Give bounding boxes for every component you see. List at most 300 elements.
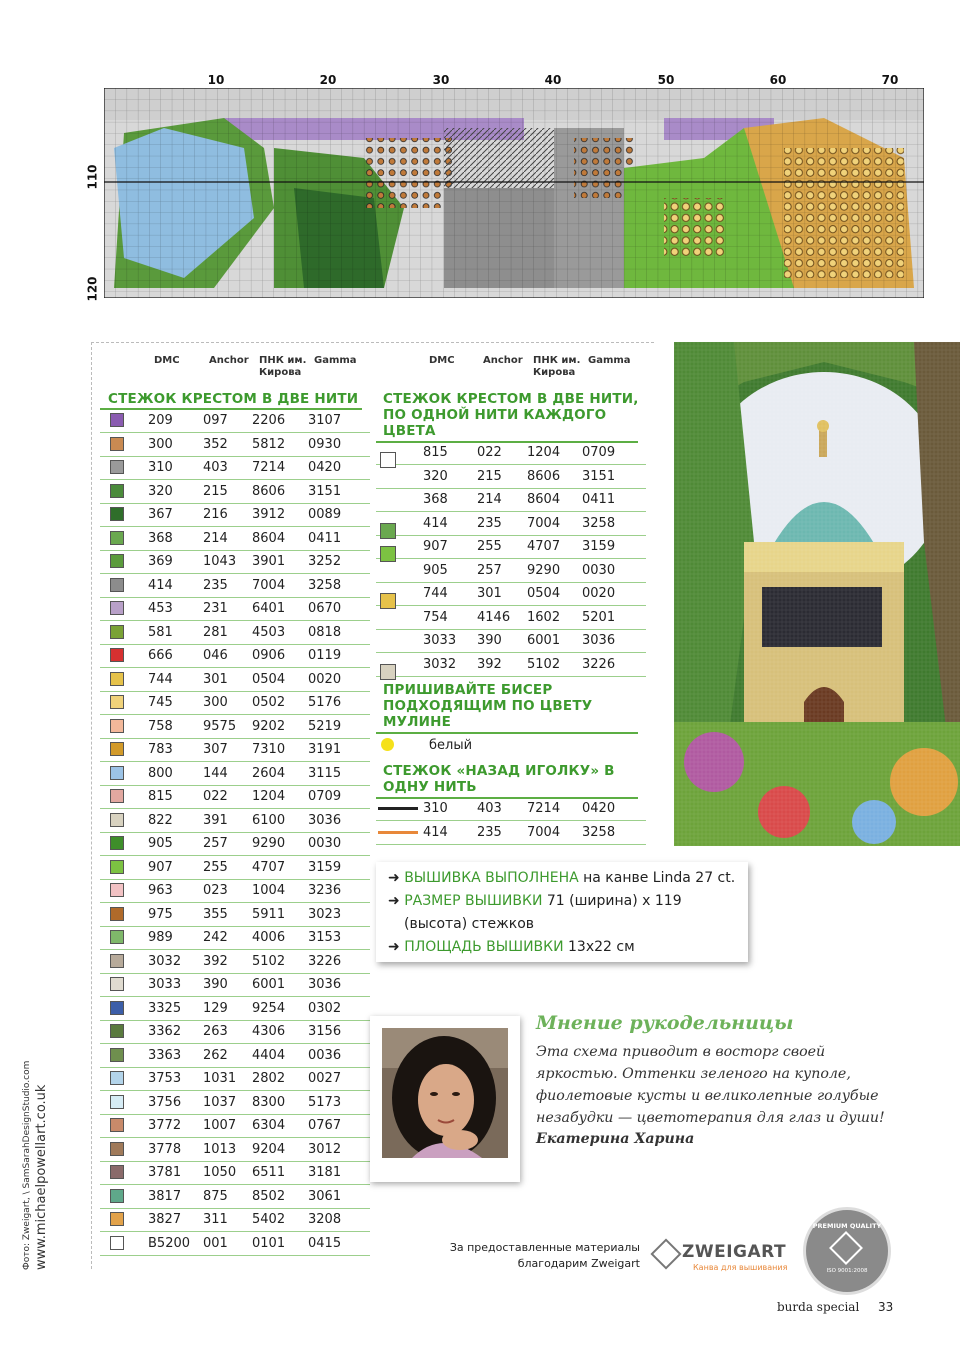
cell-pnk: 7004 (527, 824, 561, 840)
section-title-blended: ПО ОДНОЙ НИТИ КАЖДОГО (383, 407, 607, 423)
cell-pnk: 8606 (527, 468, 561, 484)
legend-row (100, 1208, 370, 1232)
cell-anchor: 875 (203, 1188, 228, 1204)
color-swatch-icon (110, 1118, 124, 1132)
cell-dmc: 369 (148, 554, 173, 569)
cell-dmc: 907 (423, 539, 448, 554)
cell-anchor: 1031 (203, 1071, 237, 1086)
cell-pnk: 8604 (252, 530, 286, 546)
legend-row (100, 1138, 370, 1162)
cell-anchor: 311 (203, 1212, 228, 1227)
cell-dmc: 3032 (423, 656, 457, 672)
legend-row (100, 997, 370, 1021)
legend-row (100, 926, 370, 950)
cell-dmc: 414 (423, 515, 448, 531)
opinion-author: Екатерина Харина (536, 1131, 695, 1147)
cell-pnk: 0502 (252, 695, 286, 710)
cell-gamma: 3107 (308, 413, 342, 428)
website-link[interactable]: www.michaelpowellart.co.uk (34, 1084, 49, 1270)
color-swatch-icon (110, 531, 124, 545)
cell-anchor: 235 (477, 515, 502, 531)
color-swatch-icon (110, 977, 124, 991)
cell-pnk: 6001 (252, 977, 286, 992)
cell-dmc: 3817 (148, 1188, 182, 1204)
cell-gamma: 3151 (308, 483, 342, 499)
color-swatch-icon (110, 625, 124, 639)
legend-row (376, 797, 646, 821)
cell-pnk: 9204 (252, 1141, 286, 1157)
cell-anchor: 1007 (203, 1118, 237, 1133)
reviewer-portrait (382, 1028, 508, 1158)
cell-anchor: 1050 (203, 1165, 237, 1180)
cell-gamma: 0030 (582, 562, 616, 578)
cell-gamma: 5176 (308, 695, 342, 710)
header-anchor: Anchor (483, 355, 523, 366)
cell-dmc: 800 (148, 765, 173, 781)
cell-anchor: 352 (203, 436, 228, 452)
legend-row (100, 879, 370, 903)
cell-anchor: 257 (203, 836, 228, 851)
header-pnk: ПНК им. (259, 355, 307, 366)
cell-anchor: 001 (203, 1235, 228, 1251)
legend-row (100, 1161, 370, 1185)
color-swatch-icon (110, 719, 124, 733)
col-number: 30 (432, 73, 450, 87)
cell-dmc: 758 (148, 718, 173, 734)
cell-dmc: 3778 (148, 1141, 182, 1157)
cell-gamma: 0411 (308, 530, 342, 546)
cell-gamma: 3181 (308, 1165, 342, 1180)
bead-color-label: белый (429, 738, 473, 753)
cell-pnk: 8606 (252, 483, 286, 499)
cell-anchor: 022 (203, 789, 228, 804)
legend-row (100, 856, 370, 880)
legend-row (100, 809, 370, 833)
cell-anchor: 242 (203, 930, 228, 945)
cell-anchor: 257 (477, 562, 502, 578)
header-dmc: DMC (429, 355, 455, 366)
cell-gamma: 3252 (308, 554, 342, 569)
cell-dmc: 3753 (148, 1071, 182, 1086)
color-swatch-icon (110, 413, 124, 427)
cell-anchor: 390 (477, 633, 502, 648)
cell-pnk: 2802 (252, 1071, 286, 1086)
header-gamma: Gamma (314, 355, 357, 366)
cell-pnk: 3901 (252, 554, 286, 569)
cell-dmc: 368 (148, 530, 173, 546)
cell-anchor: 255 (477, 539, 502, 554)
legend-row (100, 1067, 370, 1091)
legend-row (100, 1020, 370, 1044)
cell-anchor: 301 (477, 586, 502, 601)
cell-gamma: 0420 (308, 460, 342, 475)
cell-gamma: 0030 (308, 836, 342, 851)
cell-dmc: 368 (423, 492, 448, 507)
opinion-text-line: фиолетовые кусты и великолепные голубые (536, 1088, 879, 1104)
seal-diamond-icon (829, 1231, 863, 1265)
opinion-text-line: Эта схема приводит в восторг своей (536, 1044, 826, 1060)
legend-row (100, 1114, 370, 1138)
cell-dmc: 3325 (148, 1000, 182, 1016)
legend-row (100, 738, 370, 762)
legend-row (376, 441, 646, 465)
cell-pnk: 1204 (527, 445, 561, 460)
legend-row (100, 903, 370, 927)
cell-anchor: 235 (203, 577, 228, 593)
cell-pnk: 9254 (252, 1000, 286, 1016)
legend-row (100, 480, 370, 504)
cell-gamma: 0767 (308, 1118, 342, 1133)
col-number: 10 (207, 73, 225, 87)
cell-pnk: 8502 (252, 1188, 286, 1204)
cell-dmc: 3032 (148, 953, 182, 969)
cell-dmc: 907 (148, 859, 173, 875)
cell-dmc: 3781 (148, 1165, 182, 1180)
cell-pnk: 6100 (252, 812, 286, 828)
cell-pnk: 5812 (252, 436, 286, 452)
legend-row (100, 574, 370, 598)
cell-pnk: 2206 (252, 413, 286, 428)
section-title-blended: ЦВЕТА (383, 423, 436, 439)
embroidery-photo (674, 342, 960, 846)
cell-dmc: 3756 (148, 1094, 182, 1110)
color-swatch-icon (110, 789, 124, 803)
legend-row (100, 621, 370, 645)
color-swatch-icon (110, 554, 124, 568)
cell-dmc: 320 (148, 483, 173, 499)
cell-pnk: 5102 (527, 656, 561, 672)
backstitch-line-icon (378, 807, 418, 810)
color-swatch-icon (110, 1001, 124, 1015)
cell-anchor: 355 (203, 906, 228, 922)
cell-gamma: 0411 (582, 492, 616, 507)
cell-dmc: 666 (148, 648, 173, 663)
legend-row (100, 950, 370, 974)
cell-pnk: 6511 (252, 1165, 286, 1180)
zweigart-subtitle: Канва для вышивания (693, 1263, 788, 1272)
header-pnk: ПНК им. (533, 355, 581, 366)
cell-pnk: 0906 (252, 648, 286, 663)
cell-anchor: 129 (203, 1000, 228, 1016)
cell-gamma: 0020 (582, 586, 616, 601)
cell-pnk: 1004 (252, 883, 286, 898)
color-swatch-icon (110, 1048, 124, 1062)
cell-gamma: 0930 (308, 436, 342, 452)
color-swatch-icon (110, 578, 124, 592)
cell-pnk: 8300 (252, 1094, 286, 1110)
color-swatch-icon (110, 460, 124, 474)
header-pnk-2: Кирова (259, 367, 302, 378)
legend-row (376, 488, 646, 512)
col-number: 60 (769, 73, 787, 87)
brand-name: burda special (777, 1300, 860, 1314)
color-swatch-icon (110, 1212, 124, 1226)
cell-pnk: 6001 (527, 633, 561, 648)
cell-dmc: 3033 (423, 633, 457, 648)
cell-pnk: 6304 (252, 1118, 286, 1133)
legend-row (100, 1185, 370, 1209)
cell-gamma: 3156 (308, 1024, 342, 1039)
legend-row (100, 409, 370, 433)
opinion-title: Мнение рукодельницы (536, 1012, 794, 1034)
color-swatch-icon (110, 695, 124, 709)
cell-anchor: 1037 (203, 1094, 237, 1110)
legend-row (100, 550, 370, 574)
cell-dmc: 744 (148, 671, 173, 687)
cell-anchor: 1043 (203, 554, 237, 569)
legend-row (100, 644, 370, 668)
cell-pnk: 4503 (252, 624, 286, 640)
cell-gamma: 3153 (308, 930, 342, 945)
color-swatch-icon (110, 742, 124, 756)
legend-row (376, 653, 646, 677)
color-swatch-icon (110, 836, 124, 850)
cell-dmc: 300 (148, 436, 173, 452)
cell-pnk: 4006 (252, 930, 286, 945)
cell-dmc: 453 (148, 601, 173, 616)
cell-gamma: 0036 (308, 1047, 342, 1063)
cell-gamma: 0020 (308, 671, 342, 687)
cell-anchor: 262 (203, 1047, 228, 1063)
legend-row (376, 559, 646, 583)
cell-anchor: 300 (203, 695, 228, 710)
cell-gamma: 0670 (308, 601, 342, 616)
bead-icon (381, 738, 394, 751)
cell-gamma: 0119 (308, 648, 342, 663)
cell-gamma: 3159 (582, 539, 616, 554)
cell-pnk: 0504 (252, 671, 286, 687)
cell-dmc: 414 (423, 824, 448, 840)
cell-pnk: 0101 (252, 1235, 286, 1251)
legend-row (376, 821, 646, 845)
cell-gamma: 3226 (308, 953, 342, 969)
legend-row (100, 785, 370, 809)
opinion-text-line: незабудки — цветотерапия для глаз и души! (536, 1110, 885, 1126)
legend-row (100, 527, 370, 551)
cell-anchor: 144 (203, 765, 228, 781)
section-title-beads: ПРИШИВАЙТЕ БИСЕР (383, 682, 553, 698)
cell-anchor: 9575 (203, 718, 237, 734)
cell-gamma: 3023 (308, 906, 342, 922)
cell-dmc: 963 (148, 883, 173, 898)
cell-pnk: 7004 (252, 577, 286, 593)
cell-pnk: 4306 (252, 1024, 286, 1039)
col-number: 50 (657, 73, 675, 87)
cell-dmc: 3827 (148, 1212, 182, 1227)
col-number: 40 (544, 73, 562, 87)
col-number: 20 (319, 73, 337, 87)
color-swatch-icon (110, 1071, 124, 1085)
legend-row (100, 503, 370, 527)
cell-anchor: 390 (203, 977, 228, 992)
cell-dmc: 310 (148, 460, 173, 475)
cell-pnk: 4707 (252, 859, 286, 875)
cell-dmc: 975 (148, 906, 173, 922)
premium-quality-seal (803, 1207, 891, 1295)
legend-row (100, 715, 370, 739)
cell-dmc: 815 (423, 445, 448, 460)
cell-pnk: 5911 (252, 906, 286, 922)
cell-dmc: 581 (148, 624, 173, 640)
embroidery-info-box (376, 862, 748, 962)
color-swatch-icon (110, 954, 124, 968)
cell-dmc: 744 (423, 586, 448, 601)
legend-row (100, 762, 370, 786)
cell-anchor: 022 (477, 445, 502, 460)
legend-row (100, 973, 370, 997)
cell-anchor: 392 (477, 656, 502, 672)
cell-gamma: 5201 (582, 609, 616, 625)
cell-dmc: 783 (148, 742, 173, 757)
legend-row (376, 606, 646, 630)
legend-row (376, 629, 646, 653)
cell-dmc: 745 (148, 695, 173, 710)
seal-text: PREMIUM QUALITY (812, 1222, 882, 1230)
cell-pnk: 3912 (252, 507, 286, 522)
color-swatch-icon (110, 601, 124, 615)
color-swatch-icon (110, 1024, 124, 1038)
cell-pnk: 7214 (527, 801, 561, 816)
reviewer-photo (370, 1016, 520, 1182)
cell-gamma: 0818 (308, 624, 342, 640)
cell-anchor: 097 (203, 413, 228, 428)
cell-gamma: 0027 (308, 1071, 342, 1086)
legend-row (100, 668, 370, 692)
cell-gamma: 0420 (582, 801, 616, 816)
color-swatch-icon (110, 507, 124, 521)
zweigart-logo-icon (650, 1238, 681, 1269)
cell-gamma: 3236 (308, 883, 342, 898)
cell-pnk: 4404 (252, 1047, 286, 1063)
cell-gamma: 3258 (582, 515, 616, 531)
page-number: 33 (878, 1300, 894, 1314)
thanks-text: благодарим Zweigart (517, 1257, 640, 1270)
cell-pnk: 4707 (527, 539, 561, 554)
cell-gamma: 3012 (308, 1141, 342, 1157)
cell-gamma: 5173 (308, 1094, 342, 1110)
legend-row (100, 1091, 370, 1115)
opinion-text-line: яркостью. Оттенки зеленого на куполе, (536, 1066, 851, 1082)
color-swatch-icon (110, 648, 124, 662)
cell-anchor: 235 (477, 824, 502, 840)
section-title-beads: ПОДХОДЯЩИМ ПО ЦВЕТУ (383, 698, 593, 714)
section-title-cross-stitch: СТЕЖОК КРЕСТОМ В ДВЕ НИТИ (108, 391, 359, 407)
cell-pnk: 7004 (527, 515, 561, 531)
cell-gamma: 3036 (308, 977, 342, 992)
legend-row (100, 691, 370, 715)
cell-dmc: 3772 (148, 1118, 182, 1133)
cell-pnk: 6401 (252, 601, 286, 616)
section-title-backstitch: ОДНУ НИТЬ (383, 779, 477, 795)
cell-pnk: 5102 (252, 953, 286, 969)
cell-anchor: 307 (203, 742, 228, 757)
section-title-backstitch: СТЕЖОК «НАЗАД ИГОЛКУ» В (383, 763, 615, 779)
cell-gamma: 0089 (308, 507, 342, 522)
cell-dmc: 3363 (148, 1047, 182, 1063)
legend-row (100, 1044, 370, 1068)
cell-anchor: 403 (203, 460, 228, 475)
color-swatch-icon (110, 907, 124, 921)
cell-dmc: 320 (423, 468, 448, 484)
legend-row (100, 456, 370, 480)
color-swatch-icon (110, 1095, 124, 1109)
cell-gamma: 3036 (308, 812, 342, 828)
cell-anchor: 391 (203, 812, 228, 828)
cell-dmc: B5200 (148, 1235, 191, 1251)
cell-gamma: 3208 (308, 1212, 342, 1227)
backstitch-line-icon (378, 831, 418, 834)
color-swatch-icon (110, 813, 124, 827)
cell-pnk: 1204 (252, 789, 286, 804)
legend-row (100, 832, 370, 856)
legend-row (376, 512, 646, 536)
cell-dmc: 754 (423, 609, 448, 625)
cell-anchor: 214 (477, 492, 502, 507)
cell-pnk: 7214 (252, 460, 286, 475)
cell-gamma: 0709 (308, 789, 342, 804)
thanks-text: За предоставленные материалы (449, 1241, 640, 1254)
cell-anchor: 216 (203, 507, 228, 522)
color-swatch-icon (110, 672, 124, 686)
cell-dmc: 310 (423, 801, 448, 816)
header-pnk-2: Кирова (533, 367, 576, 378)
cell-gamma: 3191 (308, 742, 342, 757)
row-number: 110 (85, 164, 100, 190)
cell-pnk: 7310 (252, 742, 286, 757)
cell-pnk: 5402 (252, 1212, 286, 1227)
color-swatch-icon (110, 883, 124, 897)
seal-iso: ISO 9001:2008 (826, 1268, 868, 1274)
cell-pnk: 8604 (527, 492, 561, 507)
cell-dmc: 905 (423, 562, 448, 578)
cell-anchor: 255 (203, 859, 228, 875)
cell-gamma: 0415 (308, 1235, 342, 1251)
legend-row (376, 465, 646, 489)
cell-pnk: 9202 (252, 718, 286, 734)
cell-anchor: 392 (203, 953, 228, 969)
info-size: ➜ РАЗМЕР ВЫШИВКИ 71 (ширина) х 119 (388, 893, 682, 909)
cell-pnk: 0504 (527, 586, 561, 601)
cell-gamma: 3258 (582, 824, 616, 840)
row-number: 120 (85, 276, 100, 302)
cell-dmc: 3033 (148, 977, 182, 992)
cell-anchor: 214 (203, 530, 228, 546)
cell-gamma: 0302 (308, 1000, 342, 1016)
cell-gamma: 5219 (308, 718, 342, 734)
cell-anchor: 215 (477, 468, 502, 484)
cell-dmc: 905 (148, 836, 173, 851)
info-canvas: ➜ ВЫШИВКА ВЫПОЛНЕНА на канве Linda 27 ct. (388, 870, 736, 886)
cell-pnk: 9290 (252, 836, 286, 851)
cell-anchor: 1013 (203, 1141, 237, 1157)
cell-dmc: 3362 (148, 1024, 182, 1039)
photo-credit: Фото: Zweigart, \ SamSarahDesignStudio.com (22, 1060, 32, 1270)
cell-anchor: 301 (203, 671, 228, 687)
section-divider (376, 732, 638, 734)
cell-gamma: 3159 (308, 859, 342, 875)
cell-anchor: 046 (203, 648, 228, 663)
color-swatch-icon (110, 1142, 124, 1156)
header-dmc: DMC (154, 355, 180, 366)
cell-dmc: 989 (148, 930, 173, 945)
cell-pnk: 1602 (527, 609, 561, 625)
cell-gamma: 3226 (582, 656, 616, 672)
side-credits (22, 1061, 49, 1270)
embroidery-chart (104, 88, 924, 298)
cell-anchor: 4146 (477, 609, 511, 625)
legend-row (100, 597, 370, 621)
cell-dmc: 822 (148, 812, 173, 828)
